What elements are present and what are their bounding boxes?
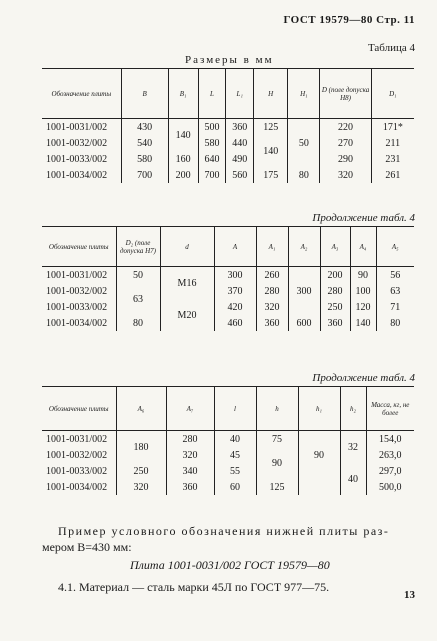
cell: 140: [168, 119, 198, 152]
cell: 560: [226, 167, 254, 183]
cell: 75: [256, 431, 298, 448]
example-line-2: мером B=430 мм:: [42, 540, 132, 554]
cell: 140: [350, 315, 376, 331]
col-header: Масса, кг, не более: [366, 387, 414, 431]
cell: 55: [214, 463, 256, 479]
cell: 1001-0033/002: [46, 153, 108, 165]
cell: 80: [116, 315, 160, 331]
table-row: [42, 267, 414, 284]
example-designation: Плита 1001-0031/002 ГОСТ 19579—80: [130, 558, 330, 572]
col-header: B: [121, 69, 168, 119]
col-header: H₁: [288, 69, 320, 119]
cell: 180: [116, 431, 166, 464]
page-number: 13: [404, 589, 415, 601]
cell: 1001-0034/002: [46, 169, 108, 181]
col-header: A₃: [320, 227, 350, 267]
cell: 40: [340, 463, 366, 495]
cell: 297,0: [366, 463, 414, 479]
table-row: [42, 463, 414, 479]
cell: 1001-0031/002: [46, 269, 108, 281]
col-header: A₇: [166, 387, 214, 431]
page-header: ГОСТ 19579—80 Стр. 11: [283, 14, 415, 26]
cell: 200: [320, 267, 350, 284]
cell: 63: [376, 283, 414, 299]
col-header: H: [254, 69, 288, 119]
cell: 261: [371, 167, 414, 183]
cell: 280: [256, 283, 288, 299]
cell: 250: [320, 299, 350, 315]
table4c: [42, 386, 414, 495]
cell: 580: [198, 135, 226, 151]
cell: 175: [254, 167, 288, 183]
table-row: [42, 431, 414, 448]
cell: 1001-0032/002: [46, 137, 108, 149]
cell: 1001-0033/002: [46, 465, 108, 477]
cell: 1001-0033/002: [46, 301, 108, 313]
cell: 700: [198, 167, 226, 183]
cell: 360: [226, 119, 254, 136]
cell: 1001-0034/002: [46, 481, 108, 493]
cell: 120: [350, 299, 376, 315]
cell: 420: [214, 299, 256, 315]
cell: 40: [214, 431, 256, 448]
material-clause: 4.1. Материал — сталь марки 45Л по ГОСТ 977—75.: [58, 580, 330, 594]
cell: 500: [198, 119, 226, 136]
col-header: h: [256, 387, 298, 431]
table-row: [42, 135, 414, 151]
col-header: L: [198, 69, 226, 119]
table4c-label: Продолжение табл. 4: [312, 372, 415, 384]
col-header: Обозначение плиты: [42, 387, 116, 431]
cell: 320: [256, 299, 288, 315]
col-header: B₁: [168, 69, 198, 119]
table-row: [42, 283, 414, 299]
cell: M20: [160, 299, 214, 331]
cell: 370: [214, 283, 256, 299]
cell: 1001-0031/002: [46, 121, 108, 133]
cell: 56: [376, 267, 414, 284]
table-row: [42, 151, 414, 167]
col-header: A: [214, 227, 256, 267]
cell: 90: [256, 447, 298, 479]
cell: 100: [350, 283, 376, 299]
col-header: A₅: [376, 227, 414, 267]
cell: 320: [166, 447, 214, 463]
cell: 63: [116, 283, 160, 315]
cell: 1001-0034/002: [46, 317, 108, 329]
cell: 460: [214, 315, 256, 331]
cell: 360: [256, 315, 288, 331]
cell: 430: [121, 119, 168, 136]
cell: 270: [320, 135, 371, 151]
cell: 580: [121, 151, 168, 167]
col-header: d: [160, 227, 214, 267]
col-header: D (поле допуска H8): [320, 69, 371, 119]
table-row: [42, 167, 414, 183]
cell: 263,0: [366, 447, 414, 463]
cell: 440: [226, 135, 254, 151]
col-header: h₁: [298, 387, 340, 431]
cell: 500,0: [366, 479, 414, 495]
cell: 600: [288, 315, 320, 331]
table-row: [42, 299, 414, 315]
cell: 260: [256, 267, 288, 284]
cell: [298, 479, 340, 495]
table4b: [42, 226, 414, 331]
cell: 32: [340, 431, 366, 464]
cell: 300: [288, 267, 320, 316]
cell: 250: [116, 463, 166, 479]
cell: 211: [371, 135, 414, 151]
cell: 340: [166, 463, 214, 479]
cell: 360: [320, 315, 350, 331]
cell: 1001-0032/002: [46, 285, 108, 297]
cell: 1001-0031/002: [46, 433, 108, 445]
cell: 280: [166, 431, 214, 448]
table4-title: Размеры в мм: [185, 54, 274, 66]
cell: 1001-0032/002: [46, 449, 108, 461]
cell: 90: [350, 267, 376, 284]
col-header: A₂: [288, 227, 320, 267]
cell: 320: [320, 167, 371, 183]
cell: 490: [226, 151, 254, 167]
table-row: [42, 315, 414, 331]
col-header: A₆: [116, 387, 166, 431]
table4: [42, 68, 414, 183]
col-header: h₂: [340, 387, 366, 431]
table4b-label: Продолжение табл. 4: [312, 212, 415, 224]
table4-label: Таблица 4: [367, 42, 415, 54]
cell: 280: [320, 283, 350, 299]
cell: 540: [121, 135, 168, 151]
cell: 300: [214, 267, 256, 284]
cell: 154,0: [366, 431, 414, 448]
cell: 231: [371, 151, 414, 167]
col-header: L₁: [226, 69, 254, 119]
cell: 90: [298, 431, 340, 480]
cell: M16: [160, 267, 214, 300]
cell: 45: [214, 447, 256, 463]
cell: 200: [168, 167, 198, 183]
col-header: A₁: [256, 227, 288, 267]
cell: 360: [166, 479, 214, 495]
cell: 640: [198, 151, 226, 167]
table-row: [42, 119, 414, 136]
cell: 171*: [371, 119, 414, 136]
cell: 71: [376, 299, 414, 315]
cell: 160: [168, 151, 198, 167]
cell: 50: [116, 267, 160, 284]
example-line-1: Пример условного обозначения нижней плиты раз-: [58, 524, 390, 538]
col-header: Обозначение плиты: [42, 69, 121, 119]
cell: 290: [320, 151, 371, 167]
col-header: D₁: [371, 69, 414, 119]
col-header: A₄: [350, 227, 376, 267]
cell: 80: [288, 167, 320, 183]
col-header: l: [214, 387, 256, 431]
cell: 140: [254, 135, 288, 167]
cell: 125: [256, 479, 298, 495]
cell: 320: [116, 479, 166, 495]
cell: 220: [320, 119, 371, 136]
cell: 700: [121, 167, 168, 183]
cell: 125: [254, 119, 288, 136]
cell: 60: [214, 479, 256, 495]
cell: 80: [376, 315, 414, 331]
col-header: D₂ (поле допуска H7): [116, 227, 160, 267]
col-header: Обозначение плиты: [42, 227, 116, 267]
cell: 50: [288, 119, 320, 168]
